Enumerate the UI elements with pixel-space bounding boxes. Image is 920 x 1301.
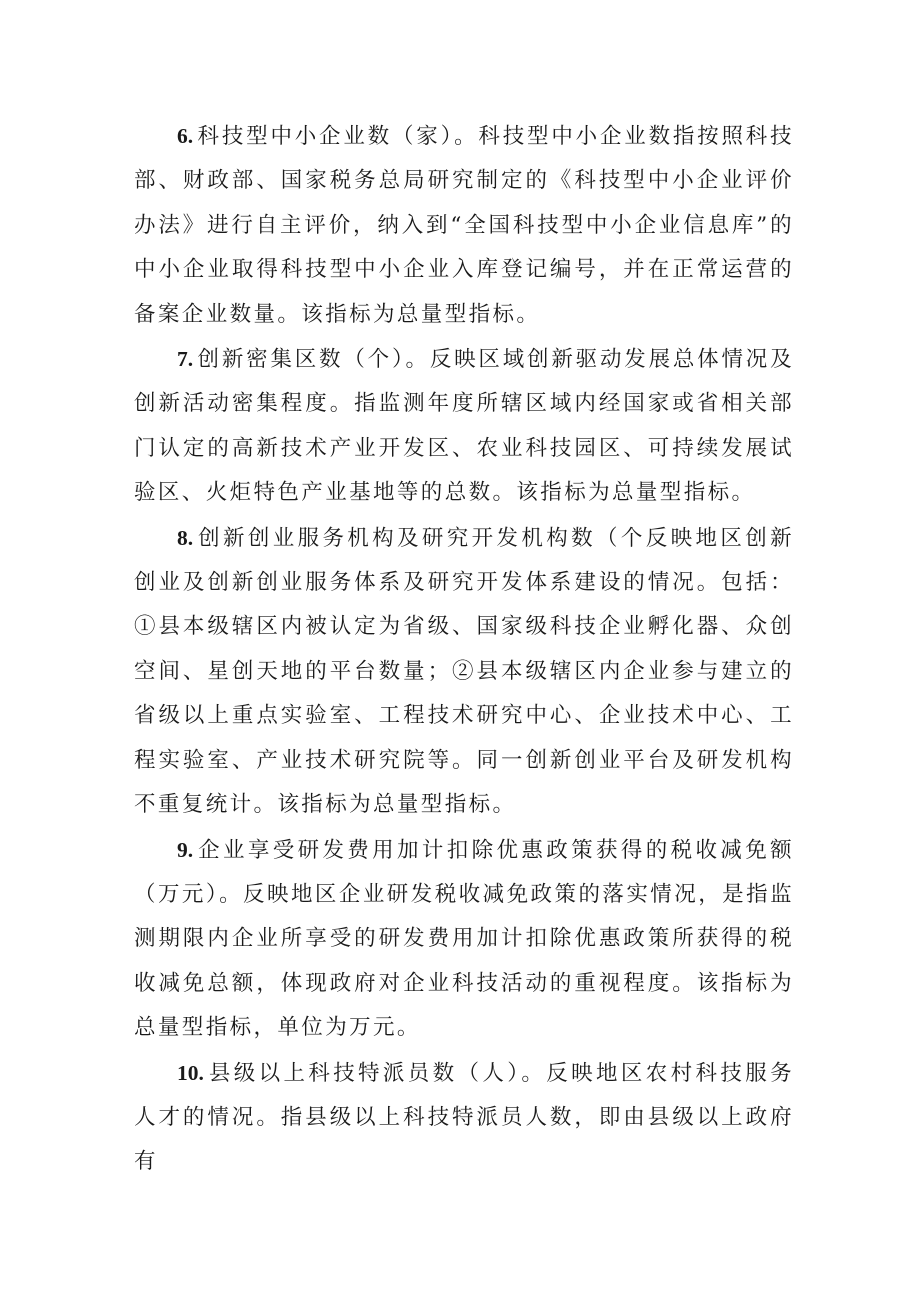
paragraph-item-8 (134, 516, 794, 828)
item-separator: . (198, 1060, 204, 1085)
item-number: 6 (177, 124, 188, 148)
item-text: 创新密集区数（个）。反映区域创新驱动发展总体情况及创新活动密集程度。指监测年度所辖区域内经国家或省相关部门认定的高新技术产业开发区、农业科技园区、可持续发展试验区、火炬特色产业基地等的总数。该指标为总量型指标。 (134, 347, 794, 506)
paragraph-item-7 (134, 337, 794, 516)
item-separator: . (187, 837, 194, 862)
paragraph-item-10 (134, 1051, 794, 1185)
item-number: 7 (177, 347, 188, 372)
item-text: 创新创业服务机构及研究开发机构数（个反映地区创新创业及创新创业服务体系及研究开发体系建设的情况。包括：①县本级辖区内被认定为省级、国家级科技企业孵化器、众创空间、星创天地的平台数量；②县本级辖区内企业参与建立的省级以上重点实验室、工程技术研究中心、企业技术中心、工程实验室、产业技术研究院等。同一创新创业平台及研发机构不重复统计。该指标为总量型指标。 (134, 525, 794, 818)
item-text: 县级以上科技特派员数（人）。反映地区农村科技服务人才的情况。指县级以上科技特派员人数，即由县级以上政府有 (134, 1060, 794, 1175)
item-separator: . (187, 347, 194, 372)
item-separator: . (187, 124, 194, 148)
item-text: 企业享受研发费用加计扣除优惠政策获得的税收减免额（万元）。反映地区企业研发税收减免政策的落实情况，是指监测期限内企业所享受的研发费用加计扣除优惠政策所获得的税收减免总额，体现政府对企业科技活动的重视程度。该指标为总量型指标，单位为万元。 (134, 837, 794, 1041)
paragraph-item-9 (134, 828, 794, 1051)
item-text: 科技型中小企业数（家）。科技型中小企业数指按照科技部、财政部、国家税务总局研究制定的《科技型中小企业评价办法》进行自主评价，纳入到“全国科技型中小企业信息库”的中小企业取得科技型中小企业入库登记编号，并在正常运营的备案企业数量。该指标为总量型指标。 (134, 124, 794, 327)
item-number: 8 (177, 525, 188, 550)
item-number: 9 (177, 837, 188, 862)
document-body (134, 114, 794, 1185)
item-separator: . (187, 525, 194, 550)
paragraph-item-6 (134, 114, 794, 337)
item-number: 10 (177, 1060, 199, 1085)
